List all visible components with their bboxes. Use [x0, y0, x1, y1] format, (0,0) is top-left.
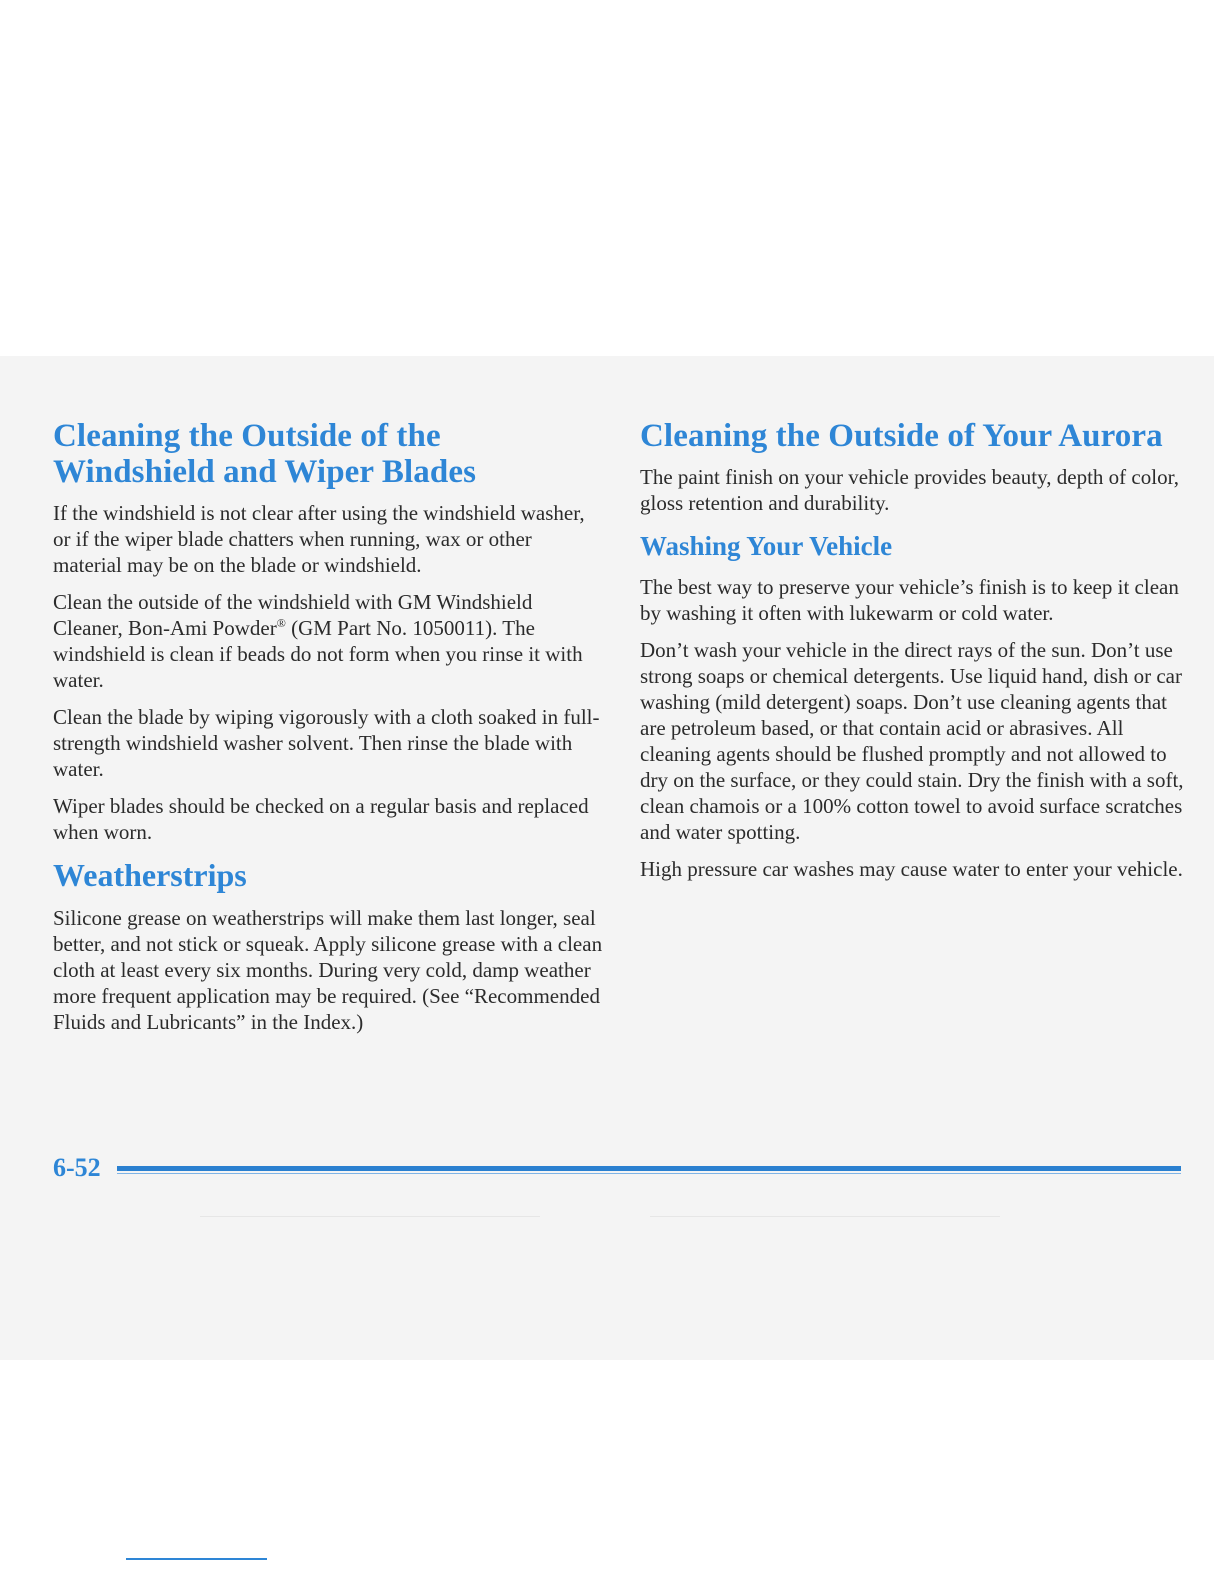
windshield-paragraph-2-before: Clean the outside of the windshield with GM Windshield Cleaner, Bon-Ami Powder — [53, 590, 533, 640]
left-column — [53, 418, 603, 1046]
windshield-paragraph-3: Clean the blade by wiping vigorously with a cloth soaked in full-strength windshield washer solvent. Then rinse the blade with water. — [53, 705, 600, 781]
footer-rule-thin — [117, 1173, 1181, 1174]
faint-divider-left — [200, 1216, 540, 1217]
washing-paragraph-3: High pressure car washes may cause water to enter your vehicle. — [640, 857, 1183, 881]
windshield-paragraph-2 — [53, 589, 603, 693]
page-number: 6-52 — [53, 1153, 101, 1182]
page-footer — [53, 1152, 1181, 1186]
right-column — [640, 418, 1185, 893]
windshield-paragraph-2-after: (GM Part No. 1050011). The windshield is clean if beads do not form when you rinse it with water. — [53, 616, 583, 692]
footer-rule — [117, 1166, 1181, 1171]
weatherstrips-paragraph: Silicone grease on weatherstrips will make them last longer, seal better, and not stick or squeak. Apply silicone grease with a clean cloth at least every six months. During very cold, damp weather more frequent application may be required. (See “Recommended Fluids and Lubricants” in the Index.) — [53, 906, 603, 1034]
washing-paragraph-2: Don’t wash your vehicle in the direct rays of the sun. Don’t use strong soaps or chemical detergents. Use liquid hand, dish or car washing (mild detergent) soaps. Don’t use cleaning agents that are petroleum based, or that contain acid or abrasives. All cleaning agents should be flushed promptly and not allowed to dry on the surface, or they could stain. Dry the finish with a soft, clean chamois or a 100% cotton towel to avoid surface scratches and water spotting. — [640, 638, 1184, 844]
windshield-paragraph-4: Wiper blades should be checked on a regular basis and replaced when worn. — [53, 794, 589, 844]
windshield-paragraph-1: If the windshield is not clear after using the windshield washer, or if the wiper blade chatters when running, wax or other material may be on the blade or windshield. — [53, 501, 585, 577]
bottom-accent-line — [126, 1558, 267, 1560]
washing-paragraph-1: The best way to preserve your vehicle’s finish is to keep it clean by washing it often with lukewarm or cold water. — [640, 575, 1179, 625]
windshield-heading: Cleaning the Outside of the Windshield and Wiper Blades — [53, 418, 477, 490]
aurora-heading: Cleaning the Outside of Your Aurora — [640, 418, 1163, 454]
registered-mark: ® — [276, 616, 286, 630]
faint-divider-right — [650, 1216, 1000, 1217]
weatherstrips-heading: Weatherstrips — [53, 857, 247, 893]
washing-heading: Washing Your Vehicle — [640, 531, 893, 561]
aurora-intro: The paint finish on your vehicle provides beauty, depth of color, gloss retention and durability. — [640, 465, 1179, 515]
